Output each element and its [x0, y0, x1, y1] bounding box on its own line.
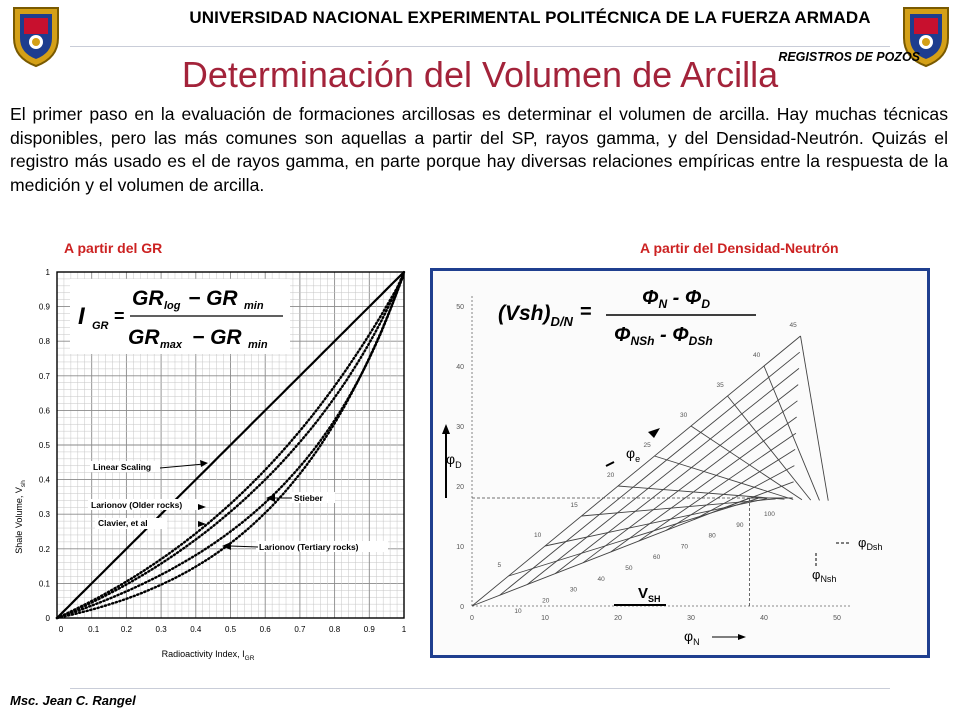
- density-neutron-chart: [430, 268, 930, 658]
- dn-phi-e-label: 45: [789, 322, 797, 329]
- course-name: REGISTROS DE POZOS: [778, 50, 920, 64]
- footer-author: Msc. Jean C. Rangel: [10, 693, 136, 708]
- gr-x-tick: 0.4: [190, 625, 202, 634]
- dn-vsh-label: 70: [680, 543, 689, 551]
- dn-y-tick: 20: [456, 484, 464, 491]
- dn-vsh-label: 40: [597, 575, 605, 583]
- dn-phi-e-label: 25: [643, 442, 651, 449]
- caption-density-neutron: A partir del Densidad-Neutrón: [640, 240, 839, 256]
- svg-text:I: I: [78, 303, 85, 330]
- svg-text:min: min: [244, 300, 264, 312]
- dn-vsh-label: 100: [764, 511, 775, 518]
- svg-text:min: min: [248, 339, 268, 351]
- gr-y-tick: 0.6: [38, 406, 50, 416]
- dn-phi-e-label: 5: [497, 562, 502, 569]
- axis-phi-e: $\varphi_e$: [626, 445, 641, 464]
- gr-x-tick: 1: [401, 625, 407, 634]
- gr-x-tick: 0.2: [120, 625, 132, 634]
- intro-paragraph: El primer paso en la evaluación de formaciones arcillosas es determinar el volumen de arcilla. Hay muchas técnicas disponibles, pero las más comunes son aquellas a partir del SP, rayos gamma, y del Densidad-Neutrón. Quizás el registro más usado es el de rayos gamma, en parte porque hay diversas relaciones empíricas entre la respuesta de la medición y el volumen de arcilla.: [10, 104, 948, 195]
- svg-text:GR: GR: [128, 326, 160, 349]
- gr-x-tick: 0.5: [224, 625, 237, 634]
- dn-x-tick: 20: [614, 615, 622, 622]
- label-linear-scaling: Linear Scaling: [93, 462, 152, 472]
- svg-text:max: max: [160, 339, 183, 351]
- svg-text:− GR: − GR: [188, 287, 238, 310]
- gr-y-tick: 0.9: [38, 302, 50, 312]
- slide-title: Determinación del Volumen de Arcilla: [181, 54, 779, 95]
- gr-y-tick: 0: [45, 614, 50, 623]
- gr-y-tick: 0.4: [38, 475, 50, 485]
- gr-y-tick: 0.2: [38, 544, 50, 554]
- dn-y-tick: 30: [456, 424, 464, 431]
- gr-y-tick: 0.5: [38, 441, 50, 450]
- svg-text:=: =: [580, 301, 592, 323]
- label-phi-nsh: $\varphi_{Nsh}$: [812, 567, 837, 584]
- gr-ylabel: Shale Volume, V: [14, 487, 24, 554]
- gr-x-tick: 0.8: [329, 625, 341, 634]
- dn-x-tick: 40: [760, 615, 768, 622]
- label-phi-dsh: $\varphi_{Dsh}$: [858, 535, 883, 552]
- gr-x-tick: 0.9: [363, 625, 375, 634]
- dn-y-tick: 50: [456, 304, 464, 311]
- dn-phi-e-label: 15: [570, 502, 578, 509]
- header-divider: [70, 46, 890, 47]
- svg-text:GR: GR: [132, 287, 164, 310]
- label-larionov-older: Larionov (Older rocks): [91, 500, 183, 510]
- dn-y-tick: 10: [456, 544, 464, 551]
- gr-x-tick: 0: [58, 625, 64, 634]
- dn-phi-e-label: 35: [716, 382, 724, 389]
- label-vsh: $V_{SH}$: [638, 585, 661, 604]
- svg-text:ΦNSh - ΦDSh: $\Phi_{NSh} - \Phi_{DSh}$: [614, 324, 713, 348]
- footer-divider: [70, 688, 890, 689]
- svg-text:ΦN - ΦD: $\Phi_N - \Phi_D$: [642, 287, 711, 311]
- dn-vsh-label: 20: [542, 597, 550, 605]
- dn-x-tick: 0: [470, 615, 474, 622]
- gr-xlabel: Radioactivity Index, I: [161, 649, 245, 659]
- axis-phi-d: $\varphi_D$: [446, 451, 462, 470]
- svg-text:Radioactivity Index, IGR: [162, 649, 255, 662]
- gr-x-tick: 0.1: [88, 625, 100, 634]
- dn-phi-e-label: 10: [534, 532, 542, 539]
- label-larionov-tertiary: Larionov (Tertiary rocks): [259, 542, 359, 552]
- gr-y-tick: 0.1: [38, 579, 50, 589]
- dn-x-tick: 10: [541, 615, 549, 622]
- dn-x-tick: 50: [833, 615, 841, 622]
- svg-text:Shale Volume, Vsh: [14, 480, 27, 554]
- gr-y-tick: 1: [45, 268, 50, 277]
- gr-y-tick: 0.8: [38, 337, 50, 347]
- dn-phi-e-label: 20: [607, 472, 615, 479]
- gr-x-tick: 0.3: [155, 625, 167, 634]
- gr-x-tick: 0.7: [294, 625, 306, 634]
- svg-text:GR: GR: [92, 320, 109, 332]
- dn-vsh-label: 50: [625, 565, 633, 572]
- gr-x-tick: 0.6: [259, 625, 271, 634]
- dn-y-tick: 40: [456, 364, 464, 371]
- label-stieber: Stieber: [294, 493, 323, 503]
- dn-phi-e-label: 40: [753, 352, 761, 359]
- gr-y-tick: 0.3: [38, 510, 50, 520]
- label-clavier: Clavier, et al: [98, 518, 148, 528]
- svg-text:− GR: − GR: [192, 326, 242, 349]
- dn-y-tick: 0: [460, 604, 464, 611]
- dn-phi-e-label: 30: [680, 412, 688, 419]
- dn-x-tick: 30: [687, 615, 695, 622]
- dn-vsh-label: 60: [653, 554, 661, 562]
- svg-text:=: =: [114, 306, 125, 326]
- gr-ylabel-sub: sh: [20, 480, 27, 488]
- dn-vsh-label: 80: [708, 532, 716, 540]
- gr-y-tick: 0.7: [38, 371, 50, 381]
- dn-vsh-label: 30: [569, 586, 578, 594]
- svg-text:log: log: [164, 300, 181, 312]
- svg-text:(Vsh)D/N: $(Vsh)_{D/N}$: [498, 302, 573, 329]
- caption-gr: A partir del GR: [64, 240, 163, 256]
- dn-vsh-label: 90: [736, 521, 744, 529]
- gr-chart: [8, 262, 418, 680]
- gr-xlabel-sub: GR: [244, 655, 255, 662]
- dn-vsh-label: 10: [514, 608, 522, 616]
- axis-phi-n: $\varphi_N$: [684, 628, 700, 647]
- university-name: UNIVERSIDAD NACIONAL EXPERIMENTAL POLITÉCNICA DE LA FUERZA ARMADA: [189, 8, 871, 27]
